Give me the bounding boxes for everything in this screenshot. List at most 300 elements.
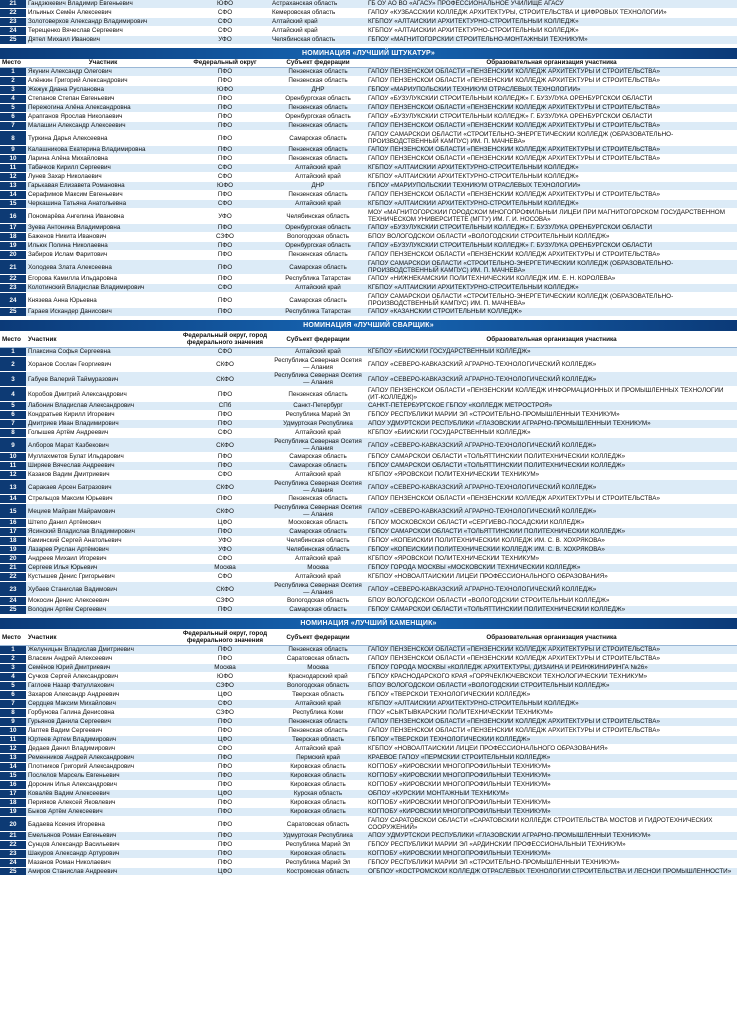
participant-cell: Серафимов Максим Евгеньевич <box>26 191 180 200</box>
district-cell: СЗФО <box>180 233 270 242</box>
participant-cell: Малашин Александр Алексеевич <box>26 122 180 131</box>
place-cell: 22 <box>0 9 26 18</box>
place-cell: 10 <box>0 727 26 736</box>
region-cell: Республика Северная Осетия — Алания <box>270 582 366 597</box>
table-row <box>0 260 737 275</box>
district-cell: ПФО <box>180 95 270 104</box>
place-cell: 16 <box>0 209 26 224</box>
table-row <box>0 113 737 122</box>
place-cell: 2 <box>0 77 26 86</box>
region-cell: Оренбургская область <box>270 242 366 251</box>
participant-cell: Степанов Степан Евгеньевич <box>26 95 180 104</box>
region-cell: Астраханская область <box>270 0 366 9</box>
region-cell: Алтайский край <box>270 173 366 182</box>
table-row <box>0 841 737 850</box>
organization-cell: КГБПОУ «БИЙСКИЙ ГОСУДАРСТВЕННЫЙ КОЛЛЕДЖ» <box>366 348 737 357</box>
district-cell: СФО <box>180 9 270 18</box>
district-cell: ПФО <box>180 104 270 113</box>
participant-cell: Гурьянов Данила Сергеевич <box>26 718 180 727</box>
district-cell: СФО <box>180 429 270 438</box>
place-cell: 16 <box>0 781 26 790</box>
organization-cell: КГБПОУ «НОВОАЛТАЙСКИЙ ЛИЦЕЙ ПРОФЕССИОНАЛЬНОГО ОБРАЗОВАНИЯ» <box>366 573 737 582</box>
table-row <box>0 387 737 402</box>
place-cell: 21 <box>0 0 26 9</box>
organization-cell: ГАПОУ ПЕНЗЕНСКОЙ ОБЛАСТИ «ПЕНЗЕНСКИЙ КОЛЛЕДЖ АРХИТЕКТУРЫ И СТРОИТЕЛЬСТВА» <box>366 718 737 727</box>
organization-cell: ГАПОУ САРАТОВСКОЙ ОБЛАСТИ «САРАТОВСКИЙ КОЛЛЕДЖ СТРОИТЕЛЬСТВА МОСТОВ И ГИДРОТЕХНИЧЕСКИХ СООРУЖЕНИЙ» <box>366 817 737 832</box>
table-row <box>0 597 737 606</box>
region-cell: Республика Северная Осетия — Алания <box>270 372 366 387</box>
district-cell: СФО <box>180 200 270 209</box>
participant-cell: Лаптев Вадим Сергеевич <box>26 727 180 736</box>
column-header-participant: Участник <box>26 629 180 646</box>
organization-cell: ГАПОУ ПЕНЗЕНСКОЙ ОБЛАСТИ «ПЕНЗЕНСКИЙ КОЛЛЕДЖ АРХИТЕКТУРЫ И СТРОИТЕЛЬСТВА» <box>366 77 737 86</box>
table-row <box>0 209 737 224</box>
table-row <box>0 68 737 77</box>
district-cell: СКФО <box>180 372 270 387</box>
table-row <box>0 781 737 790</box>
place-cell: 16 <box>0 519 26 528</box>
table-row <box>0 182 737 191</box>
participant-cell: Ясинский Владислав Владимирович <box>26 528 180 537</box>
organization-cell: ГАПОУ «СЕВЕРО-КАВКАЗСКИЙ АГРАРНО-ТЕХНОЛОГИЧЕСКИЙ КОЛЛЕДЖ» <box>366 357 737 372</box>
region-cell: Алтайский край <box>270 27 366 36</box>
organization-cell: АПОУ УДМУРТСКОЙ РЕСПУБЛИКИ «ГЛАЗОВСКИЙ АГРАРНО-ПРОМЫШЛЕННЫЙ ТЕХНИКУМ» <box>366 832 737 841</box>
table-row <box>0 155 737 164</box>
district-cell: ПФО <box>180 841 270 850</box>
organization-cell: КГБПОУ «БИЙСКИЙ ГОСУДАРСТВЕННЫЙ КОЛЛЕДЖ» <box>366 429 737 438</box>
district-cell: ПФО <box>180 763 270 772</box>
place-cell: 15 <box>0 504 26 519</box>
place-cell: 20 <box>0 251 26 260</box>
district-cell: ПФО <box>180 155 270 164</box>
table-row <box>0 745 737 754</box>
participant-cell: Кондратьев Кирилл Игоревич <box>26 411 180 420</box>
place-cell: 12 <box>0 471 26 480</box>
organization-cell: ГБПОУ САМАРСКОЙ ОБЛАСТИ «ТОЛЬЯТТИНСКИЙ ПОЛИТЕХНИЧЕСКИЙ КОЛЛЕДЖ» <box>366 528 737 537</box>
place-cell: 18 <box>0 233 26 242</box>
district-cell: ЦФО <box>180 790 270 799</box>
participant-cell: Гарькавая Елизавета Романовна <box>26 182 180 191</box>
organization-cell: КОГПОБУ «КИРОВСКИЙ МНОГОПРОФИЛЬНЫЙ ТЕХНИКУМ» <box>366 850 737 859</box>
column-header-organization: Образовательная организация участника <box>366 331 737 348</box>
district-cell: УФО <box>180 546 270 555</box>
region-cell: Пензенская область <box>270 387 366 402</box>
district-cell: ПФО <box>180 224 270 233</box>
participant-cell: Сердцев Максим Михайлович <box>26 700 180 709</box>
organization-cell: ГАПОУ ПЕНЗЕНСКОЙ ОБЛАСТИ «ПЕНЗЕНСКИЙ КОЛЛЕДЖ АРХИТЕКТУРЫ И СТРОИТЕЛЬСТВА» <box>366 122 737 131</box>
participant-cell: Ларина Алёна Михайловна <box>26 155 180 164</box>
organization-cell: АПОУ УДМУРТСКОЙ РЕСПУБЛИКИ «ГЛАЗОВСКИЙ АГРАРНО-ПРОМЫШЛЕННЫЙ ТЕХНИКУМ» <box>366 420 737 429</box>
table-row <box>0 736 737 745</box>
district-cell: УФО <box>180 209 270 224</box>
region-cell: Саратовская область <box>270 655 366 664</box>
place-cell: 22 <box>0 841 26 850</box>
participant-cell: Терещенко Вячеслав Сергеевич <box>26 27 180 36</box>
region-cell: Пензенская область <box>270 146 366 155</box>
bricklayer-table <box>0 629 737 876</box>
place-cell: 9 <box>0 718 26 727</box>
place-cell: 13 <box>0 480 26 495</box>
place-cell: 10 <box>0 155 26 164</box>
table-row <box>0 420 737 429</box>
region-cell: Самарская область <box>270 131 366 146</box>
district-cell: ЮФО <box>180 673 270 682</box>
district-cell: СФО <box>180 700 270 709</box>
district-cell: ПФО <box>180 727 270 736</box>
organization-cell: БПОУ ВОЛОГОДСКОЙ ОБЛАСТИ «ВОЛОГОДСКИЙ СТРОИТЕЛЬНЫЙ КОЛЛЕДЖ» <box>366 233 737 242</box>
district-cell: ПФО <box>180 495 270 504</box>
participant-cell: Володин Артём Сергеевич <box>26 606 180 615</box>
district-cell: ПФО <box>180 799 270 808</box>
place-cell: 23 <box>0 18 26 27</box>
place-cell: 5 <box>0 682 26 691</box>
table-row <box>0 682 737 691</box>
participant-cell: Габуев Валерий Таймуразович <box>26 372 180 387</box>
organization-cell: ГБПОУ «КОПЕЙСКИЙ ПОЛИТЕХНИЧЕСКИЙ КОЛЛЕДЖ ИМ. С. В. ХОХРЯКОВА» <box>366 537 737 546</box>
place-cell: 11 <box>0 462 26 471</box>
place-cell: 24 <box>0 859 26 868</box>
participant-cell: Князева Анна Юрьевна <box>26 293 180 308</box>
table-row <box>0 411 737 420</box>
table-row <box>0 691 737 700</box>
region-cell: Вологодская область <box>270 682 366 691</box>
participant-cell: Гараев Искандер Данисович <box>26 308 180 317</box>
participant-cell: Алёнкин Григорий Александрович <box>26 77 180 86</box>
participant-cell: Юртеев Артем Владимирович <box>26 736 180 745</box>
region-cell: Республика Марий Эл <box>270 411 366 420</box>
place-cell: 19 <box>0 242 26 251</box>
organization-cell: ГАПОУ ПЕНЗЕНСКОЙ ОБЛАСТИ «ПЕНЗЕНСКИЙ КОЛЛЕДЖ АРХИТЕКТУРЫ И СТРОИТЕЛЬСТВА» <box>366 646 737 655</box>
place-cell: 6 <box>0 113 26 122</box>
table-row <box>0 77 737 86</box>
district-cell: ПФО <box>180 646 270 655</box>
region-cell: Республика Северная Осетия — Алания <box>270 357 366 372</box>
table-row <box>0 36 737 45</box>
table-row <box>0 372 737 387</box>
organization-cell: ГБПОУ САМАРСКОЙ ОБЛАСТИ «ТОЛЬЯТТИНСКИЙ ПОЛИТЕХНИЧЕСКИЙ КОЛЛЕДЖ» <box>366 606 737 615</box>
table-row <box>0 122 737 131</box>
place-cell: 1 <box>0 646 26 655</box>
region-cell: Пензенская область <box>270 646 366 655</box>
region-cell: Алтайский край <box>270 284 366 293</box>
district-cell: ПФО <box>180 772 270 781</box>
table-row <box>0 275 737 284</box>
participant-cell: Сергеев Илья Юрьевич <box>26 564 180 573</box>
table-row <box>0 462 737 471</box>
participant-cell: Саракаев Арсен Батразович <box>26 480 180 495</box>
district-cell: ПФО <box>180 122 270 131</box>
region-cell: Пензенская область <box>270 251 366 260</box>
organization-cell: КГБПОУ «АЛТАЙСКИЙ АРХИТЕКТУРНО-СТРОИТЕЛЬНЫЙ КОЛЛЕДЖ» <box>366 700 737 709</box>
region-cell: Челябинская область <box>270 36 366 45</box>
table-header-row <box>0 331 737 348</box>
place-cell: 11 <box>0 164 26 173</box>
district-cell: ПФО <box>180 462 270 471</box>
organization-cell: БПОУ ВОЛОГОДСКОЙ ОБЛАСТИ «ВОЛОГОДСКИЙ СТРОИТЕЛЬНЫЙ КОЛЛЕДЖ» <box>366 597 737 606</box>
organization-cell: ГАПОУ «КАЗАНСКИЙ СТРОИТЕЛЬНЫЙ КОЛЛЕДЖ» <box>366 308 737 317</box>
region-cell: Алтайский край <box>270 555 366 564</box>
participant-cell: Сунцов Александр Васильевич <box>26 841 180 850</box>
district-cell: СФО <box>180 164 270 173</box>
place-cell: 18 <box>0 537 26 546</box>
region-cell: Пермский край <box>270 754 366 763</box>
organization-cell: ГБПОУ РЕСПУБЛИКИ МАРИЙ ЭЛ «СТРОИТЕЛЬНО-ПРОМЫШЛЕННЫЙ ТЕХНИКУМ» <box>366 411 737 420</box>
region-cell: Тверская область <box>270 691 366 700</box>
region-cell: Удмуртская Республика <box>270 420 366 429</box>
organization-cell: САНКТ-ПЕТЕРБУРГСКОЕ ГБПОУ «КОЛЛЕДЖ МЕТРОСТРОЯ» <box>366 402 737 411</box>
participant-cell: Захаров Александр Андреевич <box>26 691 180 700</box>
district-cell: СФО <box>180 745 270 754</box>
organization-cell: ГАПОУ ПЕНЗЕНСКОЙ ОБЛАСТИ «ПЕНЗЕНСКИЙ КОЛЛЕДЖ АРХИТЕКТУРЫ И СТРОИТЕЛЬСТВА» <box>366 104 737 113</box>
place-cell: 25 <box>0 308 26 317</box>
place-cell: 19 <box>0 808 26 817</box>
participant-cell: Гаглоев Назар Фатуллахович <box>26 682 180 691</box>
place-cell: 15 <box>0 772 26 781</box>
district-cell: ПФО <box>180 817 270 832</box>
plasterer-table <box>0 59 737 317</box>
place-cell: 7 <box>0 700 26 709</box>
place-cell: 3 <box>0 86 26 95</box>
district-cell: СКФО <box>180 582 270 597</box>
district-cell: ПФО <box>180 808 270 817</box>
place-cell: 19 <box>0 546 26 555</box>
place-cell: 23 <box>0 582 26 597</box>
place-cell: 5 <box>0 402 26 411</box>
organization-cell: ГАПОУ ПЕНЗЕНСКОЙ ОБЛАСТИ «ПЕНЗЕНСКИЙ КОЛЛЕДЖ АРХИТЕКТУРЫ И СТРОИТЕЛЬСТВА» <box>366 146 737 155</box>
organization-cell: ГАПОУ «БУЗУЛУКСКИЙ СТРОИТЕЛЬНЫЙ КОЛЛЕДЖ» Г. БУЗУЛУКА ОРЕНБУРГСКОЙ ОБЛАСТИ <box>366 224 737 233</box>
place-cell: 21 <box>0 260 26 275</box>
district-cell: ПФО <box>180 387 270 402</box>
participant-cell: Лазарев Руслан Артёмович <box>26 546 180 555</box>
organization-cell: КГБПОУ «АЛТАЙСКИЙ АРХИТЕКТУРНО-СТРОИТЕЛЬНЫЙ КОЛЛЕДЖ» <box>366 164 737 173</box>
table-row <box>0 772 737 781</box>
place-cell: 21 <box>0 832 26 841</box>
place-cell: 20 <box>0 555 26 564</box>
place-cell: 18 <box>0 799 26 808</box>
table-row <box>0 191 737 200</box>
place-cell: 15 <box>0 200 26 209</box>
district-cell: СЗФО <box>180 709 270 718</box>
organization-cell: ГАПОУ САМАРСКОЙ ОБЛАСТИ «СТРОИТЕЛЬНО-ЭНЕРГЕТИЧЕСКИЙ КОЛЛЕДЖ (ОБРАЗОВАТЕЛЬНО-ПРОИЗВОДСТВЕННЫЙ КАМПУС) ИМ. П. МАЧНЕВА» <box>366 293 737 308</box>
region-cell: Саратовская область <box>270 817 366 832</box>
region-cell: Пензенская область <box>270 122 366 131</box>
participant-cell: Муллахметов Булат Ильдарович <box>26 453 180 462</box>
district-cell: ПФО <box>180 251 270 260</box>
region-cell: Республика Северная Осетия — Алания <box>270 438 366 453</box>
organization-cell: КГБПОУ «НОВОАЛТАЙСКИЙ ЛИЦЕЙ ПРОФЕССИОНАЛЬНОГО ОБРАЗОВАНИЯ» <box>366 745 737 754</box>
organization-cell: ГБПОУ ГОРОДА МОСКВЫ «МОСКОВСКИЙ ТЕХНИЧЕСКИЙ КОЛЛЕДЖ» <box>366 564 737 573</box>
organization-cell: ГАПОУ «БУЗУЛУКСКИЙ СТРОИТЕЛЬНЫЙ КОЛЛЕДЖ» Г. БУЗУЛУКА ОРЕНБУРГСКОЙ ОБЛАСТИ <box>366 242 737 251</box>
table-row <box>0 582 737 597</box>
region-cell: Кировская область <box>270 763 366 772</box>
participant-cell: Хубаев Станислав Вадимович <box>26 582 180 597</box>
region-cell: Кировская область <box>270 772 366 781</box>
participant-cell: Якунин Александр Олегович <box>26 68 180 77</box>
participant-cell: Мазанов Роман Николаевич <box>26 859 180 868</box>
organization-cell: ГАПОУ ПЕНЗЕНСКОЙ ОБЛАСТИ «ПЕНЗЕНСКИЙ КОЛЛЕДЖ АРХИТЕКТУРЫ И СТРОИТЕЛЬСТВА» <box>366 155 737 164</box>
table-row <box>0 164 737 173</box>
table-row <box>0 799 737 808</box>
participant-cell: Егорова Камилла Ильдаровна <box>26 275 180 284</box>
district-cell: ЮФО <box>180 0 270 9</box>
participant-cell: Бадаева Ксения Игоревна <box>26 817 180 832</box>
table-row <box>0 850 737 859</box>
region-cell: Костромская область <box>270 868 366 876</box>
organization-cell: ГБПОУ РЕСПУБЛИКИ МАРИЙ ЭЛ «АРДИНСКИЙ ПРОФЕССИОНАЛЬНЫЙ ТЕХНИКУМ» <box>366 841 737 850</box>
participant-cell: Дятел Михаил Иванович <box>26 36 180 45</box>
place-cell: 12 <box>0 173 26 182</box>
region-cell: Пензенская область <box>270 104 366 113</box>
table-row <box>0 528 737 537</box>
table-row <box>0 754 737 763</box>
region-cell: Пензенская область <box>270 77 366 86</box>
organization-cell: КОГПОБУ «КИРОВСКИЙ МНОГОПРОФИЛЬНЫЙ ТЕХНИКУМ» <box>366 772 737 781</box>
participant-cell: Плотников Григорий Александрович <box>26 763 180 772</box>
table-row <box>0 438 737 453</box>
place-cell: 7 <box>0 122 26 131</box>
column-header-place: Место <box>0 59 26 68</box>
participant-cell: Казаков Вадим Дмитриевич <box>26 471 180 480</box>
region-cell: ДНР <box>270 182 366 191</box>
continuation-table <box>0 0 737 45</box>
table-row <box>0 284 737 293</box>
district-cell: СЗФО <box>180 682 270 691</box>
organization-cell: КГБПОУ «АЛТАЙСКИЙ АРХИТЕКТУРНО-СТРОИТЕЛЬНЫЙ КОЛЛЕДЖ» <box>366 173 737 182</box>
place-cell: 2 <box>0 655 26 664</box>
district-cell: СФО <box>180 27 270 36</box>
participant-cell: Хоранов Сослан Георгиевич <box>26 357 180 372</box>
table-row <box>0 700 737 709</box>
district-cell: ПФО <box>180 420 270 429</box>
region-cell: ДНР <box>270 86 366 95</box>
table-row <box>0 573 737 582</box>
place-cell: 4 <box>0 95 26 104</box>
table-row <box>0 727 737 736</box>
table-row <box>0 131 737 146</box>
table-row <box>0 429 737 438</box>
participant-cell: Мокосин Денис Алексеевич <box>26 597 180 606</box>
place-cell: 1 <box>0 68 26 77</box>
organization-cell: ГАПОУ «СЕВЕРО-КАВКАЗСКИЙ АГРАРНО-ТЕХНОЛОГИЧЕСКИЙ КОЛЛЕДЖ» <box>366 504 737 519</box>
place-cell: 8 <box>0 709 26 718</box>
region-cell: Удмуртская Республика <box>270 832 366 841</box>
table-row <box>0 763 737 772</box>
place-cell: 4 <box>0 387 26 402</box>
organization-cell: КОГПОБУ «КИРОВСКИЙ МНОГОПРОФИЛЬНЫЙ ТЕХНИКУМ» <box>366 763 737 772</box>
welder-body <box>0 348 737 615</box>
column-header-district: Федеральный округ, город федерального значения <box>180 629 270 646</box>
place-cell: 23 <box>0 284 26 293</box>
table-row <box>0 709 737 718</box>
district-cell: СКФО <box>180 504 270 519</box>
district-cell: СКФО <box>180 357 270 372</box>
region-cell: Пензенская область <box>270 718 366 727</box>
organization-cell: ГБ ОУ АО ВО «АГАСУ» ПРОФЕССИОНАЛЬНОЕ УЧИЛИЩЕ АГАСУ <box>366 0 737 9</box>
district-cell: ПФО <box>180 850 270 859</box>
region-cell: Пензенская область <box>270 68 366 77</box>
participant-cell: Ильиных Семён Алексеевич <box>26 9 180 18</box>
participant-cell: Забиров Ислам Фаритович <box>26 251 180 260</box>
organization-cell: КОГПОБУ «КИРОВСКИЙ МНОГОПРОФИЛЬНЫЙ ТЕХНИКУМ» <box>366 781 737 790</box>
organization-cell: ГАПОУ ПЕНЗЕНСКОЙ ОБЛАСТИ «ПЕНЗЕНСКИЙ КОЛЛЕДЖ АРХИТЕКТУРЫ И СТРОИТЕЛЬСТВА» <box>366 495 737 504</box>
table-row <box>0 606 737 615</box>
place-cell: 9 <box>0 438 26 453</box>
district-cell: СКФО <box>180 480 270 495</box>
participant-cell: Холодева Злата Алексеевна <box>26 260 180 275</box>
table-row <box>0 859 737 868</box>
organization-cell: МОУ «МАГНИТОГОРСКИЙ ГОРОДСКОЙ МНОГОПРОФИЛЬНЫЙ ЛИЦЕЙ ПРИ МАГНИТОГОРСКОМ ГОСУДАРСТВЕННОМ ТЕХНИЧЕСКОМ УНИВЕРСИТЕТЕ (МГТУ) ИМ. Г. И. НОСОВА» <box>366 209 737 224</box>
region-cell: Алтайский край <box>270 200 366 209</box>
participant-cell: Зуева Антонина Владимировна <box>26 224 180 233</box>
column-header-region: Субъект федерации <box>270 59 366 68</box>
table-row <box>0 504 737 519</box>
organization-cell: ГАПОУ САМАРСКОЙ ОБЛАСТИ «СТРОИТЕЛЬНО-ЭНЕРГЕТИЧЕСКИЙ КОЛЛЕДЖ (ОБРАЗОВАТЕЛЬНО-ПРОИЗВОДСТВЕННЫЙ КАМПУС) ИМ. П. МАЧНЕВА» <box>366 260 737 275</box>
participant-cell: Шакуров Александр Артурович <box>26 850 180 859</box>
table-row <box>0 790 737 799</box>
district-cell: ПФО <box>180 453 270 462</box>
organization-cell: ГАПОУ «СЕВЕРО-КАВКАЗСКИЙ АГРАРНО-ТЕХНОЛОГИЧЕСКИЙ КОЛЛЕДЖ» <box>366 480 737 495</box>
organization-cell: ГАПОУ «СЕВЕРО-КАВКАЗСКИЙ АГРАРНО-ТЕХНОЛОГИЧЕСКИЙ КОЛЛЕДЖ» <box>366 438 737 453</box>
region-cell: Москва <box>270 664 366 673</box>
place-cell: 2 <box>0 357 26 372</box>
district-cell: ПФО <box>180 77 270 86</box>
participant-cell: Емельянов Роман Евгеньевич <box>26 832 180 841</box>
place-cell: 6 <box>0 411 26 420</box>
table-row <box>0 453 737 462</box>
table-row <box>0 95 737 104</box>
district-cell: СФО <box>180 284 270 293</box>
place-cell: 8 <box>0 429 26 438</box>
organization-cell: ГБПОУ «МАРИУПОЛЬСКИЙ ТЕХНИКУМ ОТРАСЛЕВЫХ ТЕХНОЛОГИЙ» <box>366 86 737 95</box>
organization-cell: ГБПОУ ГОРОДА МОСКВЫ «КОЛЛЕДЖ АРХИТЕКТУРЫ, ДИЗАЙНА И РЕИНЖИНИРИНГА №26» <box>366 664 737 673</box>
place-cell: 13 <box>0 182 26 191</box>
table-row <box>0 402 737 411</box>
table-row <box>0 104 737 113</box>
column-header-organization: Образовательная организация участника <box>366 629 737 646</box>
participant-cell: Каминский Сергей Анатольевич <box>26 537 180 546</box>
region-cell: Краснодарский край <box>270 673 366 682</box>
place-cell: 14 <box>0 763 26 772</box>
place-cell: 7 <box>0 420 26 429</box>
participant-cell: Послелов Марсель Евгеньевич <box>26 772 180 781</box>
participant-cell: Доронин Илья Александрович <box>26 781 180 790</box>
organization-cell: КГБПОУ «АЛТАЙСКИЙ АРХИТЕКТУРНО-СТРОИТЕЛЬНЫЙ КОЛЛЕДЖ» <box>366 27 737 36</box>
organization-cell: ГАПОУ «КУЗБАССКИЙ КОЛЛЕДЖ АРХИТЕКТУРЫ, СТРОИТЕЛЬСТВА И ЦИФРОВЫХ ТЕХНОЛОГИЙ» <box>366 9 737 18</box>
district-cell: ПФО <box>180 113 270 122</box>
district-cell: ПФО <box>180 293 270 308</box>
organization-cell: ГАПОУ ПЕНЗЕНСКОЙ ОБЛАСТИ «ПЕНЗЕНСКИЙ КОЛЛЕДЖ АРХИТЕКТУРЫ И СТРОИТЕЛЬСТВА» <box>366 727 737 736</box>
table-row <box>0 348 737 357</box>
place-cell: 3 <box>0 372 26 387</box>
participant-cell: Ковалёв Вадим Алексеевич <box>26 790 180 799</box>
table-row <box>0 537 737 546</box>
participant-cell: Черкашина Татьяна Анатольевна <box>26 200 180 209</box>
district-cell: ЮФО <box>180 86 270 95</box>
table-header-row <box>0 59 737 68</box>
district-cell: ПФО <box>180 308 270 317</box>
column-header-region: Субъект федерации <box>270 629 366 646</box>
organization-cell: ГАПОУ «БУЗУЛУКСКИЙ СТРОИТЕЛЬНЫЙ КОЛЛЕДЖ» Г. БУЗУЛУКА ОРЕНБУРГСКОЙ ОБЛАСТИ <box>366 95 737 104</box>
organization-cell: ГБПОУ «КОПЕЙСКИЙ ПОЛИТЕХНИЧЕСКИЙ КОЛЛЕДЖ ИМ. С. В. ХОХРЯКОВА» <box>366 546 737 555</box>
participant-cell: Перияков Алексей Яковлевич <box>26 799 180 808</box>
place-cell: 23 <box>0 850 26 859</box>
organization-cell: ГБПОУ «ТВЕРСКОЙ ТЕХНОЛОГИЧЕСКИЙ КОЛЛЕДЖ» <box>366 691 737 700</box>
table-row <box>0 808 737 817</box>
table-row <box>0 718 737 727</box>
organization-cell: КГБПОУ «ЯРОВСКОЙ ПОЛИТЕХНИЧЕСКИЙ ТЕХНИКУМ» <box>366 555 737 564</box>
table-row <box>0 471 737 480</box>
district-cell: ПФО <box>180 275 270 284</box>
